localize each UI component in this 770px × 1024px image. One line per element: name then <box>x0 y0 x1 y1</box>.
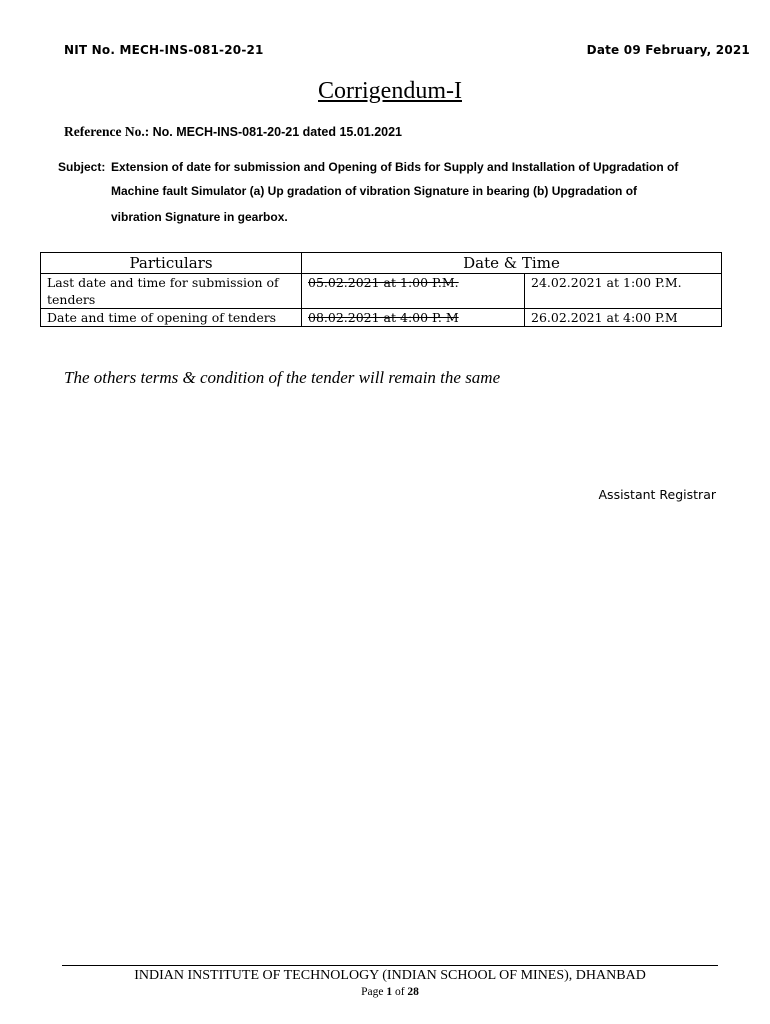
footer-institution: INDIAN INSTITUTE OF TECHNOLOGY (INDIAN SCHOOL OF MINES), DHANBAD <box>134 968 646 983</box>
footer-divider <box>62 965 718 966</box>
subject-label: Subject: <box>58 160 106 174</box>
page-number <box>0 986 770 998</box>
page-current: 1 <box>386 986 393 998</box>
row-particular: Last date and time for submission of tenders <box>41 274 302 309</box>
table-row <box>41 274 722 309</box>
header-date: Date 09 February, 2021 <box>586 43 750 57</box>
header-particulars: Particulars <box>41 253 302 274</box>
subject-line-2: Machine fault Simulator (a) Up gradation of vibration Signature in bearing (b) Upgradation of <box>111 184 638 198</box>
dates-table <box>40 252 722 327</box>
header-date-time: Date & Time <box>302 253 722 274</box>
page-mid: of <box>392 986 408 998</box>
reference-label: Reference No.: <box>64 124 153 139</box>
row-new-date: 26.02.2021 at 4:00 P.M <box>525 309 722 327</box>
nit-number: NIT No. MECH-INS-081-20-21 <box>64 43 264 57</box>
subject-line-3: vibration Signature in gearbox. <box>111 210 288 224</box>
page-total: 28 <box>407 986 419 998</box>
row-old-date: 05.02.2021 at 1:00 P.M. <box>302 274 525 309</box>
row-particular: Date and time of opening of tenders <box>41 309 302 327</box>
table-row <box>41 309 722 327</box>
row-new-date: 24.02.2021 at 1:00 P.M. <box>525 274 722 309</box>
row-old-date: 08.02.2021 at 4:00 P. M <box>302 309 525 327</box>
page-prefix: Page <box>361 986 387 998</box>
reference-line <box>64 124 402 140</box>
reference-value: No. MECH-INS-081-20-21 dated 15.01.2021 <box>152 125 403 139</box>
table-header-row <box>41 253 722 274</box>
signatory: Assistant Registrar <box>598 487 716 502</box>
document-title: Corrigendum-I <box>318 78 462 104</box>
terms-note: The others terms & condition of the tender will remain the same <box>64 368 501 387</box>
subject-line-1: Extension of date for submission and Opening of Bids for Supply and Installation of Upgradation of <box>111 160 679 174</box>
